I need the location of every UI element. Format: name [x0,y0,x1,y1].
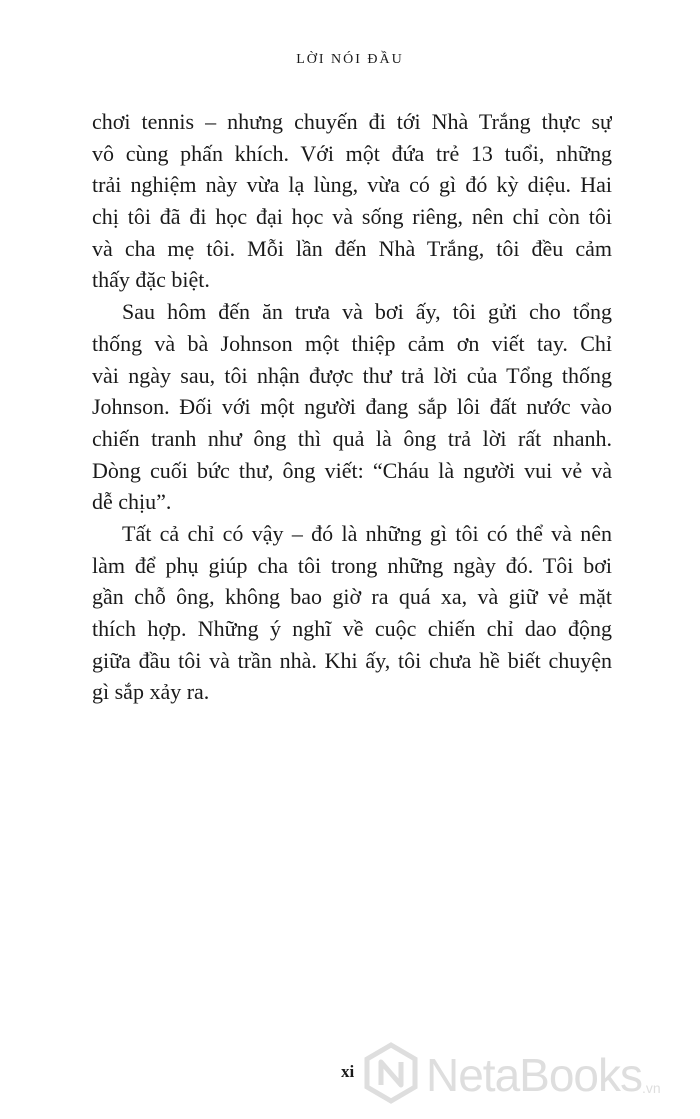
page-number: xi [341,1062,355,1081]
watermark [360,1040,700,1110]
text-line: chiến tranh như ông thì quả là ông trả lời rất nhanh. [92,425,612,451]
text-line: làm để phụ giúp cha tôi trong những ngày đó. Tôi bơi [92,552,612,578]
watermark-suffix: .vn [642,1080,661,1096]
page-body [92,106,612,708]
text-line: gì sắp xảy ra. [92,679,210,705]
text-line: thích hợp. Những ý nghĩ về cuộc chiến chỉ dao động [92,616,612,641]
text-line: và cha mẹ tôi. Mỗi lần đến Nhà Trắng, tôi đều cảm [92,235,612,261]
text-line: Johnson. Đối với một người đang sắp lôi đất nước vào [92,394,612,420]
text-line: dễ chịu”. [92,489,172,515]
netabooks-logo-icon [360,1042,422,1109]
text-line: vô cùng phấn khích. Với một đứa trẻ 13 tuổi, những [92,140,612,166]
watermark-brand: NetaBooks [426,1049,643,1101]
text-line: gần chỗ ông, không bao giờ ra quá xa, và giữ vẻ mặt [92,584,612,610]
text-line: trải nghiệm này vừa lạ lùng, vừa có gì đó kỳ diệu. Hai [92,172,612,198]
paragraph-first-line: Sau hôm đến ăn trưa và bơi ấy, tôi gửi cho tổng [122,299,612,325]
text-line: vài ngày sau, tôi nhận được thư trả lời của Tổng thống [92,362,612,388]
text-line: giữa đầu tôi và trần nhà. Khi ấy, tôi chưa hề biết chuyện [92,647,612,673]
paragraph-first-line: Tất cả chỉ có vậy – đó là những gì tôi có thể và nên [122,520,612,546]
text-line: Dòng cuối bức thư, ông viết: “Cháu là người vui vẻ và [92,457,612,483]
text-line: chơi tennis – nhưng chuyến đi tới Nhà Trắng thực sự [92,109,612,134]
text-line: chị tôi đã đi học đại học và sống riêng, nên chỉ còn tôi [92,204,612,230]
text-line: thấy đặc biệt. [92,267,210,293]
text-line: thống và bà Johnson một thiệp cảm ơn viết tay. Chỉ [92,330,612,356]
running-header: LỜI NÓI ĐẦU [296,52,404,67]
